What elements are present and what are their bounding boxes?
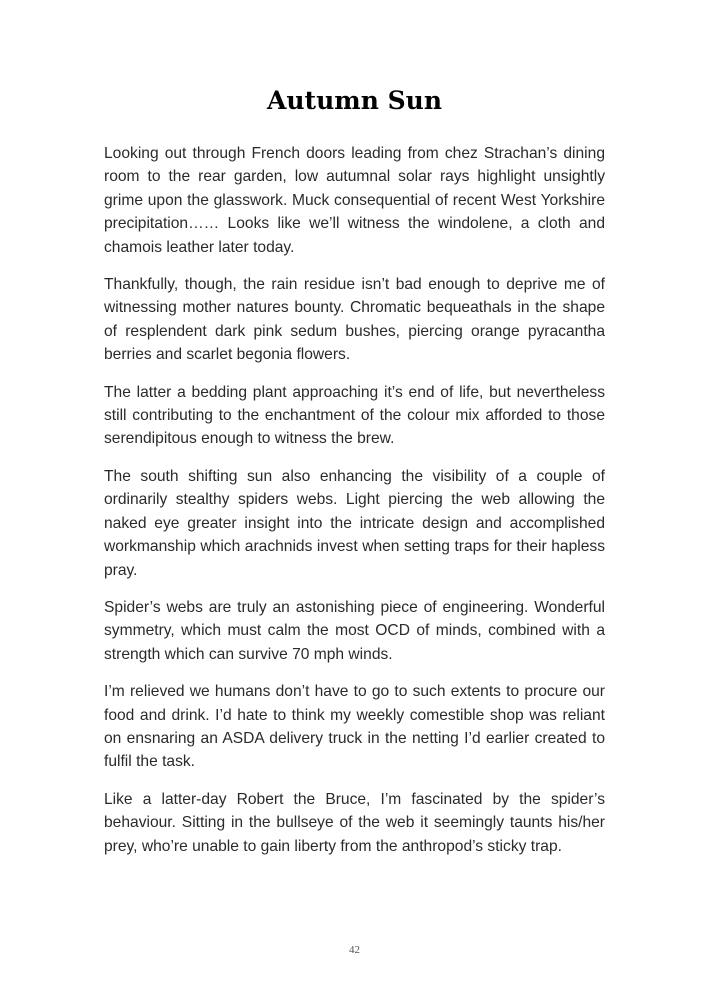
body-text — [104, 142, 605, 872]
paragraph: Looking out through French doors leading from chez Strachan’s dining room to the rear garden, low autumnal solar rays highlight unsightly grime upon the glasswork. Muck consequential of recent West Yorkshire precipitation…… Looks like we’ll witness the windolene, a cloth and chamois leather later today. — [104, 145, 605, 256]
paragraph: Spider’s webs are truly an astonishing piece of engineering. Wonderful symmetry, which must calm the most OCD of minds, combined with a strength which can survive 70 mph winds. — [104, 598, 605, 663]
paragraph: Like a latter-day Robert the Bruce, I’m fascinated by the spider’s behaviour. Sitting in the bullseye of the web it seemingly taunts his/her prey, who’re unable to gain liberty from the anthropod’s sticky trap. — [104, 790, 605, 855]
page-number: 42 — [349, 944, 360, 956]
paragraph: Thankfully, though, the rain residue isn’t bad enough to deprive me of witnessing mother natures bounty. Chromatic bequeathals in the shape of resplendent dark pink sedum bushes, piercing orange pyracantha berries and scarlet begonia flowers. — [104, 276, 605, 364]
paragraph: The south shifting sun also enhancing the visibility of a couple of ordinarily stealthy spiders webs. Light piercing the web allowing the naked eye greater insight into the intricate design and accomplished workmanship which arachnids invest when setting traps for their hapless pray. — [104, 467, 605, 579]
paragraph: The latter a bedding plant approaching it’s end of life, but nevertheless still contributing to the enchantment of the colour mix afforded to those serendipitous enough to witness the brew. — [104, 383, 605, 448]
page-title: Autumn Sun — [266, 86, 443, 115]
paragraph: I’m relieved we humans don’t have to go to such extents to procure our food and drink. I’d hate to think my weekly comestible shop was reliant on ensnaring an ASDA delivery truck in the netting I’d earlier created to fulfil the task. — [104, 683, 605, 771]
